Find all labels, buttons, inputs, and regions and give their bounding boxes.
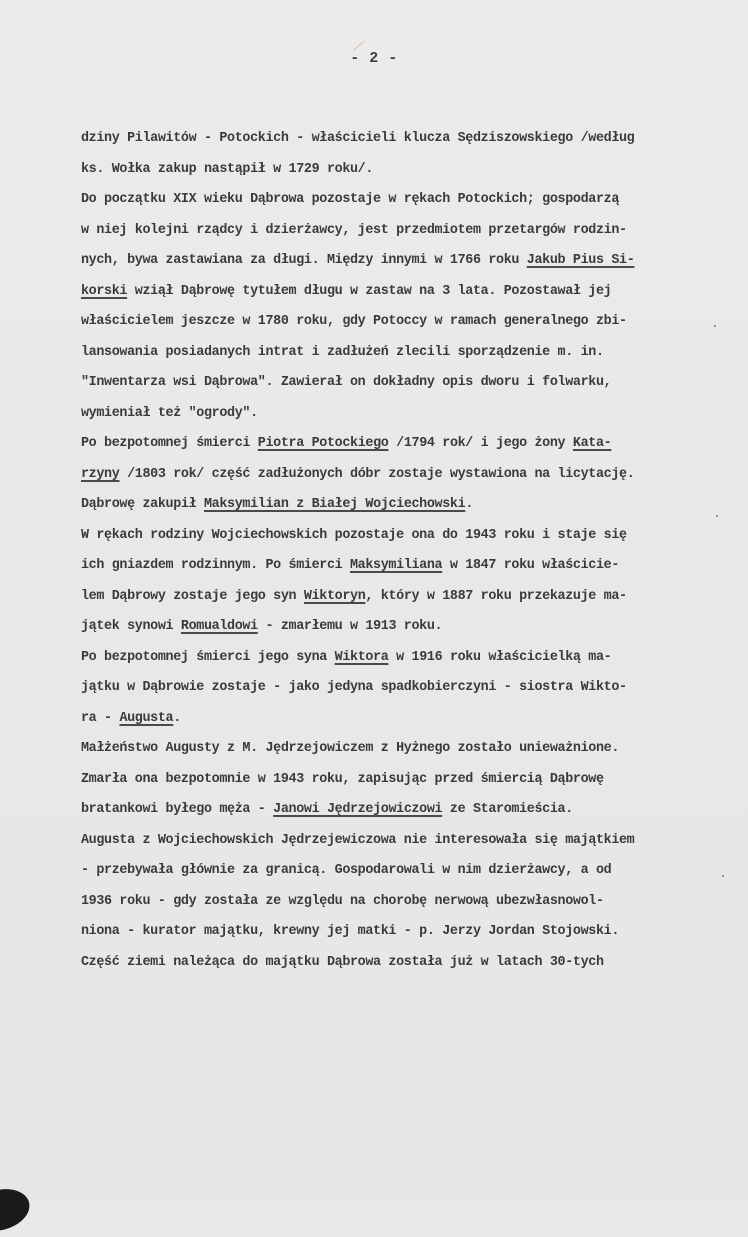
text-segment: Augusta z Wojciechowskich Jędrzejewiczowa nie interesowała się majątkiem [81,832,635,848]
text-segment: w niej kolejni rządcy i dzierżawcy, jest przedmiotem przetargów rodzin- [81,222,627,238]
underlined-name: Wiktora [334,649,389,665]
underlined-name: rzyny [81,466,120,482]
text-segment: ich gniazdem rodzinnym. Po śmierci [81,558,350,573]
text-segment: /1803 rok/ część zadłużonych dóbr zostaje wystawiona na licytację. [119,466,635,482]
text-segment: /1794 rok/ i jego żony [388,436,573,451]
text-line [81,887,741,918]
text-line [81,643,741,674]
text-segment: ze Staromieścia. [442,802,573,817]
underlined-name: Jakub Pius Si- [526,253,635,268]
text-line [81,612,741,643]
text-line [81,704,741,735]
text-segment: Małżeństwo Augusty z M. Jędrzejowiczem z Hyżnego zostało unieważnione. [81,741,619,756]
text-segment: Dąbrowę zakupił [81,497,204,512]
text-segment: lem Dąbrowy zostaje jego syn [81,588,304,604]
text-segment: 1936 roku - gdy została ze względu na chorobę nerwową ubezwłasnowol- [81,893,604,909]
text-line [81,795,741,826]
text-line [81,277,741,308]
underlined-name: Maksymiliana [350,558,443,573]
underlined-name: Janowi Jędrzejowiczowi [273,802,443,817]
text-line [81,216,741,247]
text-line [81,551,741,582]
text-line [81,734,741,765]
text-line [81,307,741,338]
text-line [81,521,741,552]
text-segment: wymieniał też "ogrody". [81,405,258,421]
text-segment: nych, bywa zastawiana za długi. Między innymi w 1766 roku [81,253,527,268]
underlined-name: Romualdowi [180,619,258,634]
pen-mark [353,41,364,51]
text-segment: ks. Wołka zakup nastąpił w 1729 roku/. [81,161,374,177]
underlined-name: Maksymilian z Białej Wojciechowski [203,497,466,512]
text-segment: w 1847 roku właścicie- [442,558,620,573]
text-segment: Po bezpotomnej śmierci jego syna [81,649,335,665]
text-line [81,765,741,796]
text-line [81,246,741,277]
text-segment: - przebywała głównie za granicą. Gospodarowali w nim dzierżawcy, a od [81,863,612,878]
text-line [81,856,741,887]
text-segment: ra - [81,710,120,726]
text-segment: bratankowi byłego męża - [81,802,274,817]
underlined-name: korski [81,283,128,299]
text-segment: lansowania posiadanych intrat i zadłużeń zlecili sporządzenie m. in. [81,344,604,360]
underlined-name: Kata- [572,436,612,451]
underlined-name: Augusta [119,710,174,726]
text-segment: . [173,710,181,726]
text-line [81,124,741,155]
text-segment: dziny Pilawitów - Potockich - właścicieli klucza Sędziszowskiego /według [81,131,635,146]
text-segment: W rękach rodziny Wojciechowskich pozostaje ona do 1943 roku i staje się [81,527,627,543]
text-segment: "Inwentarza wsi Dąbrowa". Zawierał on dokładny opis dworu i folwarku, [81,375,612,390]
text-line [81,948,741,979]
text-segment: - zmarłemu w 1913 roku. [257,619,443,634]
text-segment: wziął Dąbrowę tytułem długu w zastaw na 3 lata. Pozostawał jej [127,283,612,299]
text-segment: niona - kurator majątku, krewny jej matki - p. Jerzy Jordan Stojowski. [81,924,619,939]
underlined-name: Wiktoryn [303,588,366,604]
text-segment: Po bezpotomnej śmierci [81,436,258,451]
text-segment: Zmarła ona bezpotomnie w 1943 roku, zapisując przed śmiercią Dąbrowę [81,771,604,787]
text-line [81,826,741,857]
text-line [81,185,741,216]
underlined-name: Piotra Potockiego [257,436,389,451]
text-line [81,368,741,399]
text-line [81,582,741,613]
text-line [81,490,741,521]
text-segment: jątek synowi [81,619,181,634]
text-segment: . [465,497,473,512]
text-line [81,399,741,430]
text-segment: w 1916 roku właścicielką ma- [388,649,612,665]
page-number: - 2 - [350,50,398,67]
text-line [81,155,741,186]
paper-speck [716,515,718,517]
text-segment: , który w 1887 roku przekazuje ma- [365,588,627,604]
text-segment: Do początku XIX wieku Dąbrowa pozostaje w rękach Potockich; gospodarzą [81,192,619,207]
typewritten-body [81,124,741,978]
text-segment: Część ziemi należąca do majątku Dąbrowa została już w latach 30-tych [81,954,604,970]
text-line [81,429,741,460]
text-line [81,673,741,704]
scan-corner-shadow [0,1183,34,1237]
text-line [81,460,741,491]
text-segment: jątku w Dąbrowie zostaje - jako jedyna spadkobierczyni - siostra Wikto- [81,680,627,695]
text-line [81,338,741,369]
paper-speck [722,875,724,877]
paper-speck [714,325,716,327]
text-line [81,917,741,948]
text-segment: właścicielem jeszcze w 1780 roku, gdy Potoccy w ramach generalnego zbi- [81,314,627,329]
